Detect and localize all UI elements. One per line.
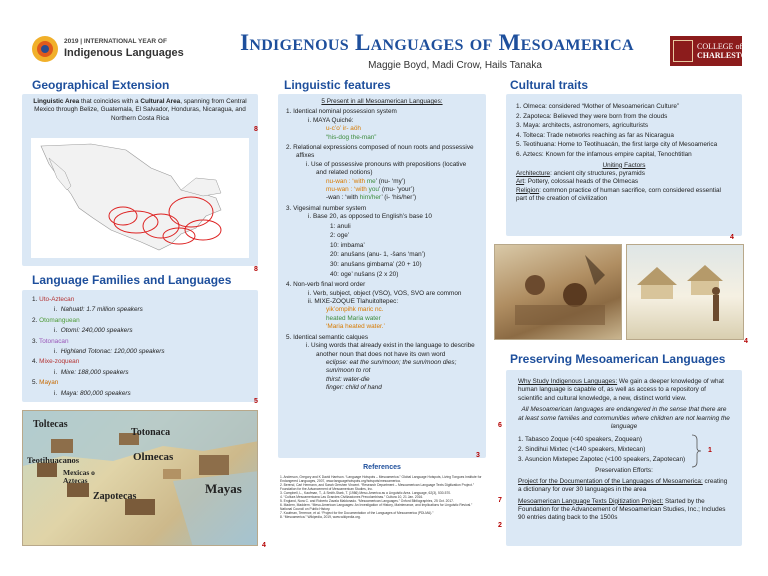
culture-label: Olmecas <box>133 451 174 463</box>
ref-item: 3. Campbell, L., Kaufman, T., & Smith-Stark, T. (1986) Meso-America as a Linguistic Area. Language, 62(3), 530-570. <box>280 491 452 495</box>
ling-feature-4-sub: i. Verb, subject, object (VSO), VOS, SVO are common <box>308 289 462 297</box>
ling-feature-2: 2. Relational expressions composed of noun roots and possessive affixes <box>286 144 474 160</box>
uniting-heading: Uniting Factors <box>602 161 646 169</box>
ling-feature-1-sub: i. MAYA Quiché: <box>308 116 354 124</box>
preserve-heading: Preserving Mesoamerican Languages <box>510 352 726 366</box>
ling-feature-4: 4. Non-verb final word order <box>286 281 366 289</box>
ling-number: 2: oge’ <box>330 232 350 240</box>
family-sub-text: Highland Totonac: 120,000 speakers <box>60 348 165 356</box>
ling-number: 40: oge’ nušans (2 x 20) <box>330 270 399 278</box>
ling-intro: 5 Present in all Mesoamerican Languages: <box>321 98 443 105</box>
preserve-pdlm-text: creating a dictionary for over 30 languages in the area <box>518 477 728 494</box>
family-sub <box>32 368 248 378</box>
refs-heading: References <box>363 464 401 471</box>
geo-text-mid: that coincides with a <box>79 98 141 105</box>
ref-item: 5. England, Nora C. and Roberto Zavala Maldonado. “Mesoamerican Languages.” Oxford Bibliographies, 25 Oct. 2017. <box>280 499 454 503</box>
citation-mltdp: 2 <box>498 522 502 529</box>
family-sub-text: Mixe: 188,000 speakers <box>60 368 129 376</box>
ling-example: eclipse: eat the sun/moon; the sun/moon dies; sun/moon to rot <box>326 358 457 375</box>
culture-label: Toltecas <box>33 419 68 430</box>
families-panel <box>22 290 258 402</box>
culture-label: Mayas <box>205 481 242 496</box>
college-line2: CHARLESTON <box>697 51 753 60</box>
geo-bold-cultural-area: Cultural Area <box>140 98 181 105</box>
families-list <box>32 295 248 399</box>
uniting-text: : ancient city structures, pyramids <box>550 169 645 177</box>
culture-item: 5. Teotihuana: Home to Teotihuacán, the first large city of Mesoamerica <box>516 141 718 149</box>
preserve-why-text: We gain a deeper knowledge of what human language is capable of, as well as access to a repository of scientific and cultural knowledge, a new, distinct world view. <box>518 378 724 402</box>
citation-ling: 3 <box>476 452 480 459</box>
uniting-label: Art <box>516 178 525 186</box>
culture-item: 4. Tolteca: Trade networks reaching as far as Nicaragua <box>516 131 674 139</box>
iyil-emblem-icon <box>30 34 60 68</box>
family-item <box>32 316 248 326</box>
college-line1: COLLEGE of <box>697 42 743 51</box>
citation-culture: 4 <box>730 234 734 241</box>
ref-item: 7. Kaufman, Terrence, et al. “Project for the Documentation of the Languages of Mesoamerica (PDLMA).” <box>280 511 434 515</box>
uniting-label: Religion <box>516 186 540 194</box>
uniting-art <box>516 178 732 186</box>
culture-label: Zapotecas <box>93 491 137 502</box>
ling-example: heated Maria water <box>326 314 381 322</box>
ling-numbers <box>286 222 478 280</box>
ling-example <box>286 194 478 202</box>
geo-text-rest: , spanning from Central Mexico through Belize, Guatemala, El Salvador, Honduras, Nicaragua, and Northern Costa Rica <box>34 98 247 122</box>
citation-endangered: 6 <box>498 422 502 429</box>
uniting-text: : Pottery, colossal heads of the Olmecas <box>524 178 639 186</box>
family-name: Uto-Aztecan <box>39 296 75 303</box>
citation-culture-map: 4 <box>262 542 266 549</box>
ling-ex-a: mu-wan : ‘with <box>326 186 369 194</box>
ref-item: 2. Berend, Carl Hermann, and Sarah Gershen Vincent. “Research Department – Mesoamerican Language Texts Digitization Project.” Foundation for the Advancement of Mesoamerican Studies, Inc. <box>280 483 474 491</box>
battle-painting <box>494 244 622 340</box>
family-name: Otomanguean <box>39 316 80 324</box>
ref-item: 8. “Mesoamerica.” Wikipedia, 2019, www.wikipedia.org. <box>280 515 361 519</box>
ling-example: ‘Maria heated water.’ <box>326 323 385 331</box>
preserve-efforts: Preservation Efforts: <box>595 467 653 475</box>
family-sub-num: i. <box>54 368 58 376</box>
ref-item: 6. Madern, Maddern. “Meso-American Languages: An Investigation of History, Maintenance, and Implications for Linguistic Revival.” National Council on Public History. <box>280 503 473 511</box>
family-sub <box>32 326 248 336</box>
geo-text <box>32 98 248 123</box>
ling-panel <box>278 94 486 458</box>
ling-feature-2-sub: i. Use of possessive pronouns with prepositions (locative and related notions) <box>306 160 467 177</box>
ref-item: 4. “Cultura Mesoamericana Las Grandes Civilizaciones Precolombinas.” Cultura 10, 21 Jan. 2016. <box>280 495 424 499</box>
culture-panel <box>506 94 742 236</box>
ling-example: yik’ompihk maric nc. <box>326 306 384 314</box>
family-name: Mixe-zoquean <box>39 358 80 366</box>
family-num: 3. <box>32 337 38 345</box>
poster-authors: Maggie Boyd, Madi Crow, Hails Tanaka <box>368 60 542 71</box>
ling-ex-c: ’ (i- ‘his/her’) <box>381 194 417 202</box>
ling-number: 20: anušans (anu- 1, -šans ‘man’) <box>330 251 426 259</box>
culture-item: 2. Zapoteca: Believed they were born from the clouds <box>516 112 668 120</box>
iyil-logo <box>30 34 190 70</box>
refs-list <box>280 475 484 519</box>
ling-example <box>286 186 478 194</box>
ling-heading: Linguistic features <box>284 78 391 92</box>
ling-feature-5-sub: i. Using words that already exist in the language to describe another noun that does not have its own word <box>306 342 475 358</box>
family-sub-text: Nahuatl: 1.7 million speakers <box>60 306 143 314</box>
family-sub-num: i. <box>54 348 58 356</box>
preserve-pdlm-label: Project for the Documentation of the Languages of Mesoamerica: <box>518 477 703 485</box>
families-heading: Language Families and Languages <box>32 273 232 287</box>
family-sub <box>32 347 248 357</box>
village-painting <box>626 244 744 340</box>
family-item <box>32 378 248 388</box>
endangered-item: 3. Asuncion Mixtepec Zapotec (<100 speakers, Zapotecan) <box>518 456 686 464</box>
family-num: 4. <box>32 358 38 366</box>
family-sub <box>32 389 248 399</box>
ling-example: thirst: water-die <box>326 375 370 383</box>
family-name: Totonacan <box>39 337 69 345</box>
ling-ex-a: nu-wan : ‘with <box>326 177 367 185</box>
culture-item: 6. Aztecs: Known for the infamous empire capital, Tenochtitlan <box>516 150 692 158</box>
citation-families: 5 <box>254 398 258 405</box>
family-num: 2. <box>32 316 38 324</box>
uniting-architecture <box>516 170 732 178</box>
ling-number: 30: anušans gimbama’ (20 + 10) <box>330 261 422 269</box>
family-num: 5. <box>32 379 38 387</box>
citation-bracket: 1 <box>708 447 712 454</box>
family-item <box>32 337 248 347</box>
citation-map: 8 <box>254 266 258 273</box>
family-item <box>32 295 248 305</box>
ling-example: u-c’o’ ir- aöh <box>326 125 361 133</box>
iyil-year: 2019 | INTERNATIONAL YEAR OF <box>64 38 167 45</box>
preserve-mltdp-text: Started by the Foundation for the Advancement of Mesoamerican Studies, Inc.; Includes 90 entries dating back to the 1500s <box>518 497 726 522</box>
family-num: 1. <box>32 296 38 303</box>
ling-ex-b: you <box>368 186 379 194</box>
family-sub <box>32 305 248 315</box>
ling-ex-b: me <box>366 177 376 185</box>
ling-example: finger: child of hand <box>326 384 382 392</box>
citation-geo: 8 <box>254 126 258 133</box>
ling-number: 10: imbama’ <box>330 241 365 249</box>
citation-photos: 4 <box>744 338 748 345</box>
endangered-item: 2. Sindihui Mixtec (<140 speakers, Mixtecan) <box>518 446 646 454</box>
ling-example <box>286 178 478 186</box>
family-sub-num: i. <box>54 327 58 335</box>
citation-pdlm: 7 <box>498 497 502 504</box>
preserve-why <box>518 378 730 403</box>
ling-ex-a: -wan : ‘with <box>326 194 360 202</box>
mesoamerica-map <box>31 138 249 258</box>
ling-number: 1: anuli <box>330 222 351 230</box>
uniting-text: : common practice of human sacrifice, corn considered essential part of the creation of civilization <box>516 186 721 203</box>
geo-bold-linguistic-area: Linguistic Area <box>33 98 80 105</box>
culture-label: Totonaca <box>131 427 171 438</box>
preserve-endangered: All Mesoamerican languages are endangered in the sense that there are at least some families and communities where children are not learning the language <box>518 406 730 431</box>
village-painting-art <box>627 245 745 341</box>
preserve-mltdp-label: Mesoamerican Language Texts Digitization Project: <box>518 497 664 505</box>
college-seal-icon <box>673 40 693 62</box>
preserve-mltdp <box>518 498 730 523</box>
ling-ex-c: ’ (nu- ‘my’) <box>375 177 406 185</box>
ref-item: 1. Anderson, Gregory and K David Harrison. “Language Hotspots – Mesoamerica.” Global Language Hotspots, Living Tongues Institute for Endangered Languages, 2007, www.languagehotspots.org/hotspots/mesoamerica. <box>280 475 482 483</box>
ling-feature-3: 3. Vigesimal number system <box>286 204 367 212</box>
preserve-why-label: Why Study Indigenous Languages: <box>518 378 618 385</box>
ling-example: “his-dog the-man” <box>326 133 377 141</box>
culture-item: 3. Maya: architects, astronomers, agriculturists <box>516 122 649 130</box>
culture-heading: Cultural traits <box>510 78 589 92</box>
family-sub-text: Otomí: 240,000 speakers <box>60 327 133 335</box>
battle-painting-art <box>495 245 623 341</box>
ling-feature-1: 1. Identical nominal possession system <box>286 108 397 116</box>
ling-feature-3-sub: i. Base 20, as opposed to English’s base 10 <box>308 213 432 221</box>
family-name: Mayan <box>39 379 59 387</box>
ling-ex-b: him/her <box>359 194 382 202</box>
uniting-label: Architecture <box>516 169 551 177</box>
geo-heading: Geographical Extension <box>32 78 170 92</box>
family-sub-num: i. <box>54 389 58 397</box>
culture-label: Mexicas o Aztecas <box>63 468 95 485</box>
family-item <box>32 357 248 367</box>
uniting-religion <box>516 187 732 204</box>
preserve-panel <box>506 370 742 546</box>
family-sub-text: Maya: 800,000 speakers <box>60 389 131 397</box>
preserve-pdlm <box>518 478 730 495</box>
ling-feature-5: 5. Identical semantic calques <box>286 333 369 341</box>
cultures-map-illustration <box>22 410 258 546</box>
culture-list <box>516 102 732 160</box>
list-bracket-icon <box>690 434 704 468</box>
geo-panel <box>22 94 258 266</box>
college-logo <box>670 36 753 66</box>
poster-title: Indigenous Languages of Mesoamerica <box>240 30 634 55</box>
ling-ex-c: ’ (mu- ‘your’) <box>378 186 415 194</box>
family-sub-num: i. <box>54 306 58 314</box>
ling-feature-4-sub: ii. MIXE-ZOQUE Tlahuitoltepec: <box>308 298 399 306</box>
endangered-item: 1. Tabasco Zoque (<40 speakers, Zoquean) <box>518 436 643 444</box>
iyil-name: Indigenous Languages <box>64 47 184 59</box>
culture-item: 1. Olmeca: considered “Mother of Mesoamerican Culture” <box>516 103 680 110</box>
culture-label: Teotihuacanos <box>27 455 80 465</box>
